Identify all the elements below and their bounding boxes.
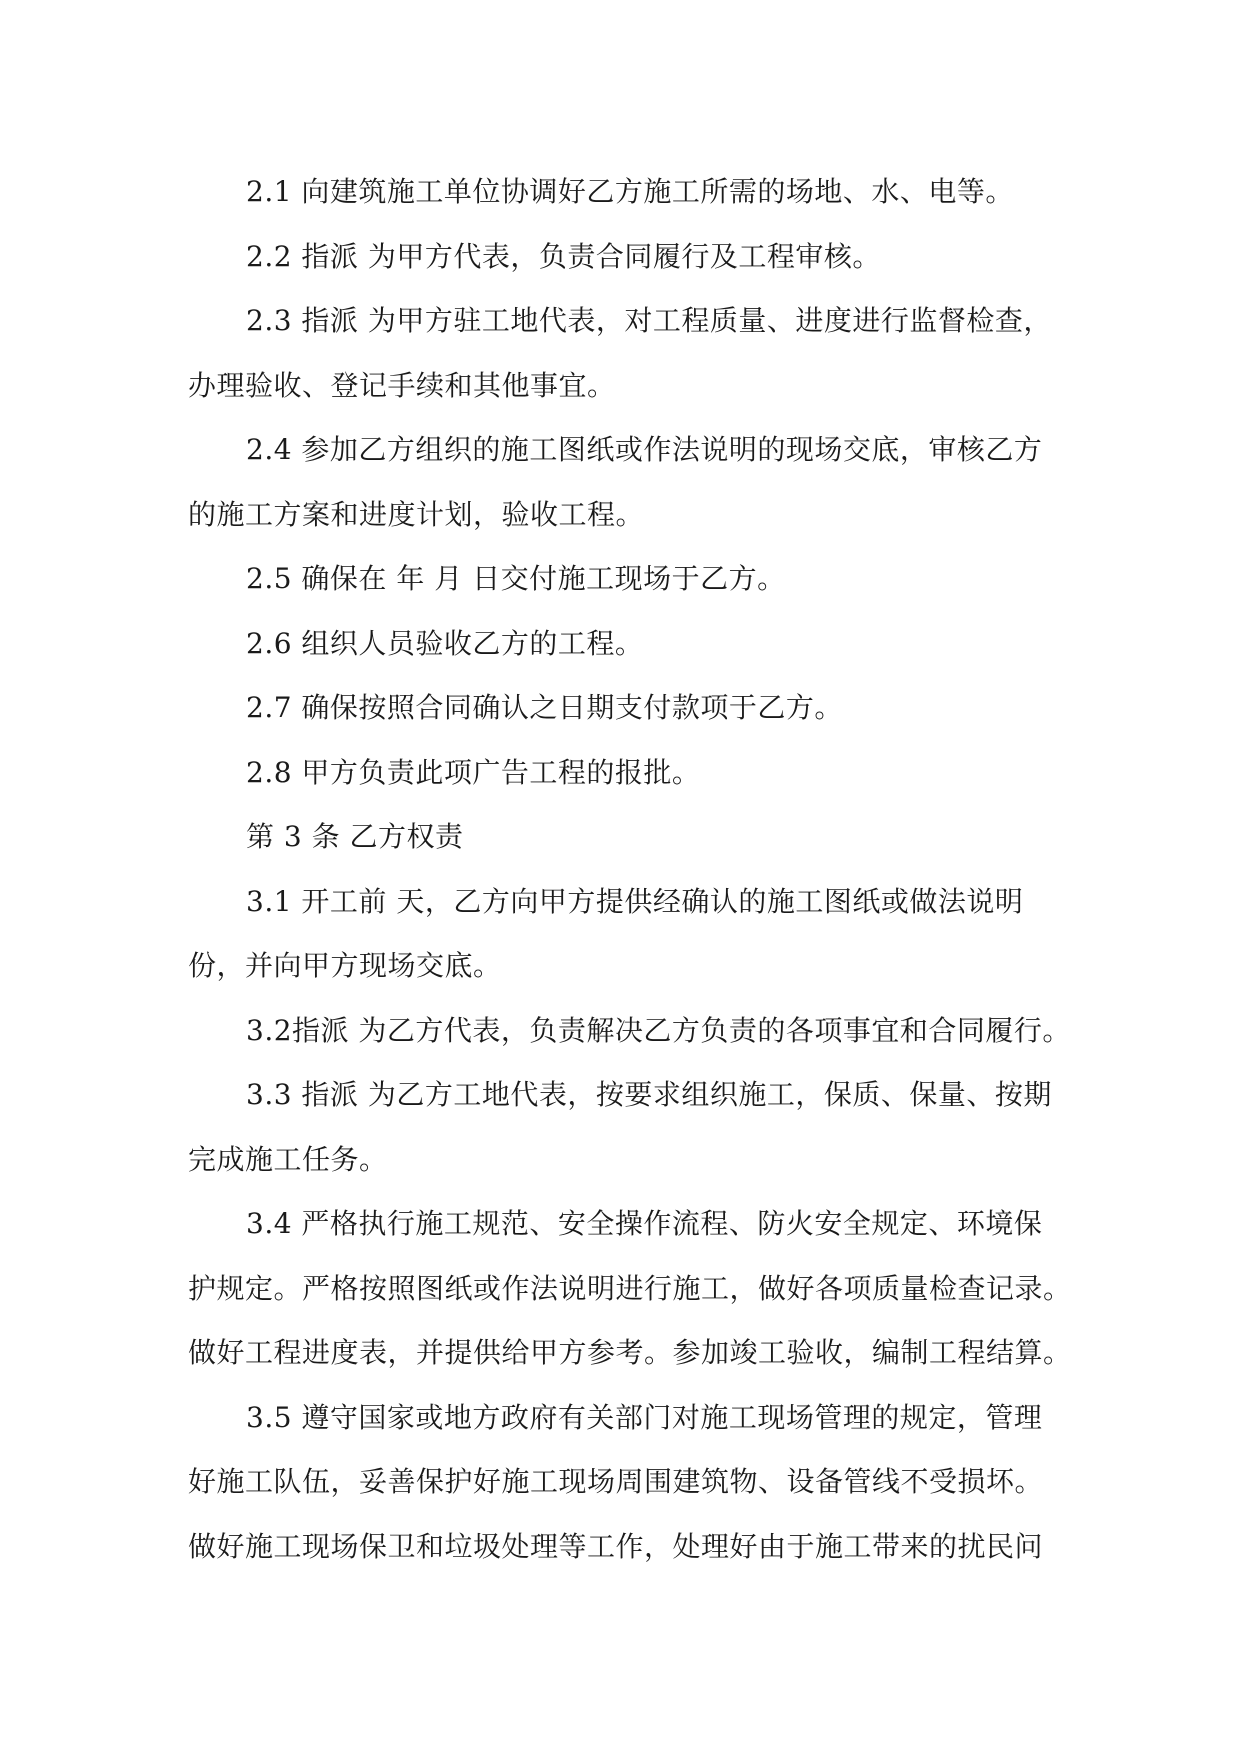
text-line: 做好工程进度表，并提供给甲方参考。参加竣工验收，编制工程结算。	[188, 1336, 1072, 1369]
text-line: 第 3 条 乙方权责	[246, 820, 464, 853]
text-line: 2.8 甲方负责此项广告工程的报批。	[246, 755, 701, 789]
text-line: 2.6 组织人员验收乙方的工程。	[246, 626, 644, 660]
text-line: 2.7 确保按照合同确认之日期支付款项于乙方。	[246, 691, 843, 724]
text-line: 3.1 开工前 天，乙方向甲方提供经确认的施工图纸或做法说明	[246, 884, 1024, 918]
text-line: 3.2指派 为乙方代表，负责解决乙方负责的各项事宜和合同履行。	[246, 1013, 1071, 1047]
text-line: 2.2 指派 为甲方代表，负责合同履行及工程审核。	[246, 239, 881, 273]
text-line: 份，并向甲方现场交底。	[188, 949, 502, 982]
text-line: 3.3 指派 为乙方工地代表，按要求组织施工，保质、保量、按期	[246, 1078, 1052, 1111]
document-body	[188, 160, 1072, 1579]
text-line: 好施工队伍，妥善保护好施工现场周围建筑物、设备管线不受损坏。	[188, 1465, 1044, 1498]
text-line: 完成施工任务。	[188, 1142, 388, 1176]
text-line: 的施工方案和进度计划，验收工程。	[188, 497, 645, 531]
text-line: 2.4 参加乙方组织的施工图纸或作法说明的现场交底，审核乙方	[246, 433, 1043, 466]
text-line: 护规定。严格按照图纸或作法说明进行施工，做好各项质量检查记录。	[188, 1271, 1072, 1305]
text-line: 2.1 向建筑施工单位协调好乙方施工所需的场地、水、电等。	[246, 175, 1014, 208]
text-line: 2.3 指派 为甲方驻工地代表，对工程质量、进度进行监督检查，	[246, 304, 1052, 337]
text-line: 3.4 严格执行施工规范、安全操作流程、防火安全规定、环境保	[246, 1207, 1043, 1240]
text-line: 做好施工现场保卫和垃圾处理等工作，处理好由于施工带来的扰民问	[188, 1529, 1044, 1563]
text-line: 办理验收、登记手续和其他事宜。	[188, 368, 616, 402]
text-line: 3.5 遵守国家或地方政府有关部门对施工现场管理的规定，管理	[246, 1400, 1043, 1434]
text-line: 2.5 确保在 年 月 日交付施工现场于乙方。	[246, 562, 786, 595]
